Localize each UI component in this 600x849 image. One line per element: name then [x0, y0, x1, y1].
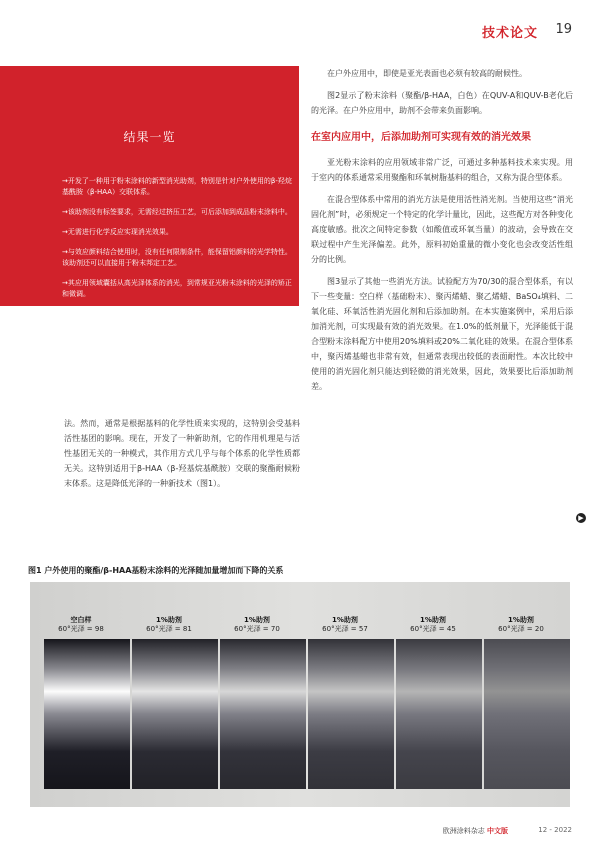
sample-panel-surface	[484, 639, 570, 789]
sample-panel	[220, 639, 306, 789]
paragraph: 在混合型体系中常用的消光方法是使用活性消光剂。当使用这些“消光固化剂”时，必须规定一个特定的化学计量比，因此，这些配方对各种变化高度敏感。批次之间特定参数（如酸值或环氧当量）的波动，会导致在交联过程中产生光泽偏差。此外，原料初始重量的微小变化也会改变活性组分的比例。	[311, 195, 573, 264]
sample-panel	[132, 639, 218, 789]
sample-label	[480, 616, 562, 634]
sample-panel-surface	[220, 639, 306, 789]
summary-item: →与效应颜料结合使用时，没有任何限制条件，能保留铝颜料的光学特性。该助剂还可以直接用于粉末邦定工艺。	[62, 248, 292, 267]
left-column	[64, 416, 300, 498]
sample-label	[304, 616, 386, 634]
summary-item: →开发了一种用于粉末涂料的新型消光助剂，特别是针对户外使用的β-羟烷基酰胺（β-HAA）交联体系。	[62, 177, 292, 196]
sample-panel-surface	[308, 639, 394, 789]
sample-gloss: 60°光泽 = 57	[322, 625, 368, 633]
sample-gloss: 60°光泽 = 81	[146, 625, 192, 633]
footer-magazine	[443, 826, 508, 836]
section-heading: 在室内应用中，后添加助剂可实现有效的消光效果	[311, 132, 531, 143]
sample-label	[392, 616, 474, 634]
sample-panel-blank	[44, 639, 130, 789]
sample-panel-surface	[132, 639, 218, 789]
sample-panel	[484, 639, 570, 789]
summary-item: →无需进行化学反应实现消光效果。	[62, 228, 173, 236]
sample-gloss: 60°光泽 = 20	[498, 625, 544, 633]
summary-title: 结果一览	[123, 130, 176, 144]
sample-gloss: 60°光泽 = 70	[234, 625, 280, 633]
sample-name: 1%助剂	[420, 616, 446, 624]
sample-name: 空白样	[70, 616, 92, 624]
sample-panel	[396, 639, 482, 789]
summary-list	[62, 176, 294, 309]
figure-1	[30, 582, 570, 807]
sample-name: 1%助剂	[508, 616, 534, 624]
summary-item: →其应用领域囊括从高光泽体系的消光，到常规亚光粉末涂料的光泽的矫正和微调。	[62, 279, 292, 298]
page-number: 19	[555, 22, 572, 37]
right-column	[311, 66, 573, 401]
section-title: 技术论文	[481, 26, 538, 41]
summary-box	[0, 66, 299, 306]
footer-issue: 12 - 2022	[538, 826, 572, 834]
sample-gloss: 60°光泽 = 98	[58, 625, 104, 633]
sample-panel-surface	[44, 639, 130, 789]
paragraph: 图2显示了粉末涂料（聚酯/β-HAA，白色）在QUV-A和QUV-B老化后的光泽。在户外应用中，助剂不会带来负面影响。	[311, 91, 573, 115]
sample-name: 1%助剂	[332, 616, 358, 624]
figure-caption: 图1 户外使用的聚酯/β-HAA基粉末涂料的光泽随加量增加而下降的关系	[28, 566, 284, 575]
sample-name: 1%助剂	[244, 616, 270, 624]
sample-label	[40, 616, 122, 634]
summary-item: →该助剂没有标签要求，无需经过挤压工艺，可后添加到成品粉末涂料中。	[62, 208, 292, 216]
sample-label	[128, 616, 210, 634]
magazine-name: 欧洲涂料杂志	[442, 827, 485, 835]
paragraph: 在户外应用中，即使是亚光表面也必须有较高的耐候性。	[327, 69, 527, 78]
sample-panel	[308, 639, 394, 789]
sample-panel-surface	[396, 639, 482, 789]
paragraph: 法。然而，通常是根据基料的化学性质来实现的，这特别会受基料活性基团的影响。现在，开发了一种新助剂，它的作用机理是与活性基团无关的一种模式，其作用方式几乎与每个体系的化学性质都无关。这特别适用于β-HAA（β-羟基烷基酰胺）交联的聚酯耐候粉末体系。这是降低光泽的一种新技术（图1）。	[64, 419, 300, 488]
continue-arrow-icon[interactable]: ▶	[576, 513, 586, 523]
paragraph: 图3显示了其他一些消光方法。试验配方为70/30的混合型体系，有以下一些变量：空白样（基础粉末）、聚丙烯蜡、聚乙烯蜡、BaSO₄填料、二氧化硅、环氧活性消光固化剂和后添加助剂。在本实施案例中，采用后添加消光剂，可实现最有效的消光效果。在1.0%的低剂量下，光泽能低于混合型粉末涂料配方中使用20%填料或20%二氧化硅的效果。在混合型体系中，聚丙烯基蜡也非常有效，但通常表现出较低的表面耐性。本次比较中使用的消光固化剂只能达到轻微的消光效果，因此，效果要比后添加助剂差。	[311, 277, 573, 391]
sample-gloss: 60°光泽 = 45	[410, 625, 456, 633]
edition-label: 中文版	[487, 827, 508, 835]
sample-name: 1%助剂	[156, 616, 182, 624]
sample-label	[216, 616, 298, 634]
paragraph: 亚光粉末涂料的应用领域非常广泛，可通过多种基料技术来实现。用于室内的体系通常采用聚酯和环氧树脂基料的组合，又称为混合型体系。	[311, 158, 573, 182]
